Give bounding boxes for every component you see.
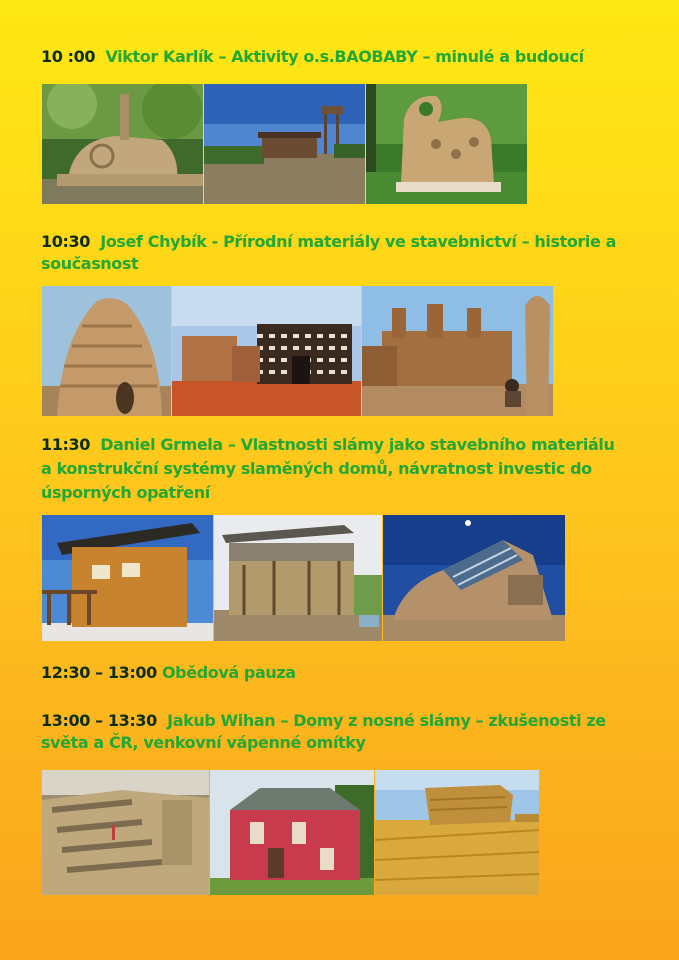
clay-oven-sculpture-photo	[42, 84, 203, 204]
photo-strip	[42, 84, 527, 204]
painted-african-house-photo	[172, 286, 361, 416]
time-label: 10:30	[41, 232, 90, 251]
red-round-house-photo	[210, 770, 374, 895]
talk-title: – Aktivity o.s.BAOBABY – minulé a budoucí	[213, 47, 584, 66]
time-label: 11:30	[41, 435, 90, 454]
talk-title: Obědová pauza	[156, 663, 296, 682]
schedule-line	[41, 482, 210, 504]
schedule-line	[41, 253, 138, 275]
talk-title: současnost	[41, 254, 139, 273]
straw-house-construction-photo	[214, 515, 382, 641]
straw-house-photo	[42, 515, 213, 641]
photo-strip	[42, 770, 539, 895]
time-label: 13:00 – 13:30	[41, 711, 157, 730]
photo-strip	[42, 515, 565, 641]
speaker-name: Daniel Grmela	[100, 435, 223, 454]
hay-bales-field-photo	[375, 770, 539, 895]
speaker-name: Josef Chybík	[100, 232, 207, 251]
field-hut-watchtower-photo	[204, 84, 365, 204]
schedule-line	[41, 46, 584, 68]
schedule-line	[41, 458, 592, 480]
talk-title: – Domy z nosné slámy – zkušenosti ze	[275, 711, 606, 730]
djenne-mosque-photo	[362, 286, 553, 416]
talk-title: a konstrukční systémy slaměných domů, návratnost investic do	[41, 459, 592, 478]
schedule-line	[41, 231, 616, 253]
schedule-line	[41, 710, 606, 732]
schedule-line	[41, 662, 296, 684]
speaker-name: Jakub Wihan	[167, 711, 276, 730]
schedule-line	[41, 732, 366, 754]
straw-bale-walls-photo	[42, 770, 209, 895]
time-label: 10 :00	[41, 47, 96, 66]
conical-mud-hut-photo	[42, 286, 171, 416]
talk-title: – Vlastnosti slámy jako stavebního materiálu	[222, 435, 615, 454]
earthship-photo	[383, 515, 565, 641]
photo-strip	[42, 286, 553, 416]
talk-title: světa a ČR, venkovní vápenné omítky	[41, 733, 366, 752]
time-label: 12:30 – 13:00	[41, 663, 157, 682]
clay-sculpture-photo	[366, 84, 527, 204]
schedule-line	[41, 434, 614, 456]
talk-title: úsporných opatření	[41, 483, 210, 502]
talk-title: - Přírodní materiály ve stavebnictví – historie a	[206, 232, 617, 251]
speaker-name: Viktor Karlík	[105, 47, 214, 66]
